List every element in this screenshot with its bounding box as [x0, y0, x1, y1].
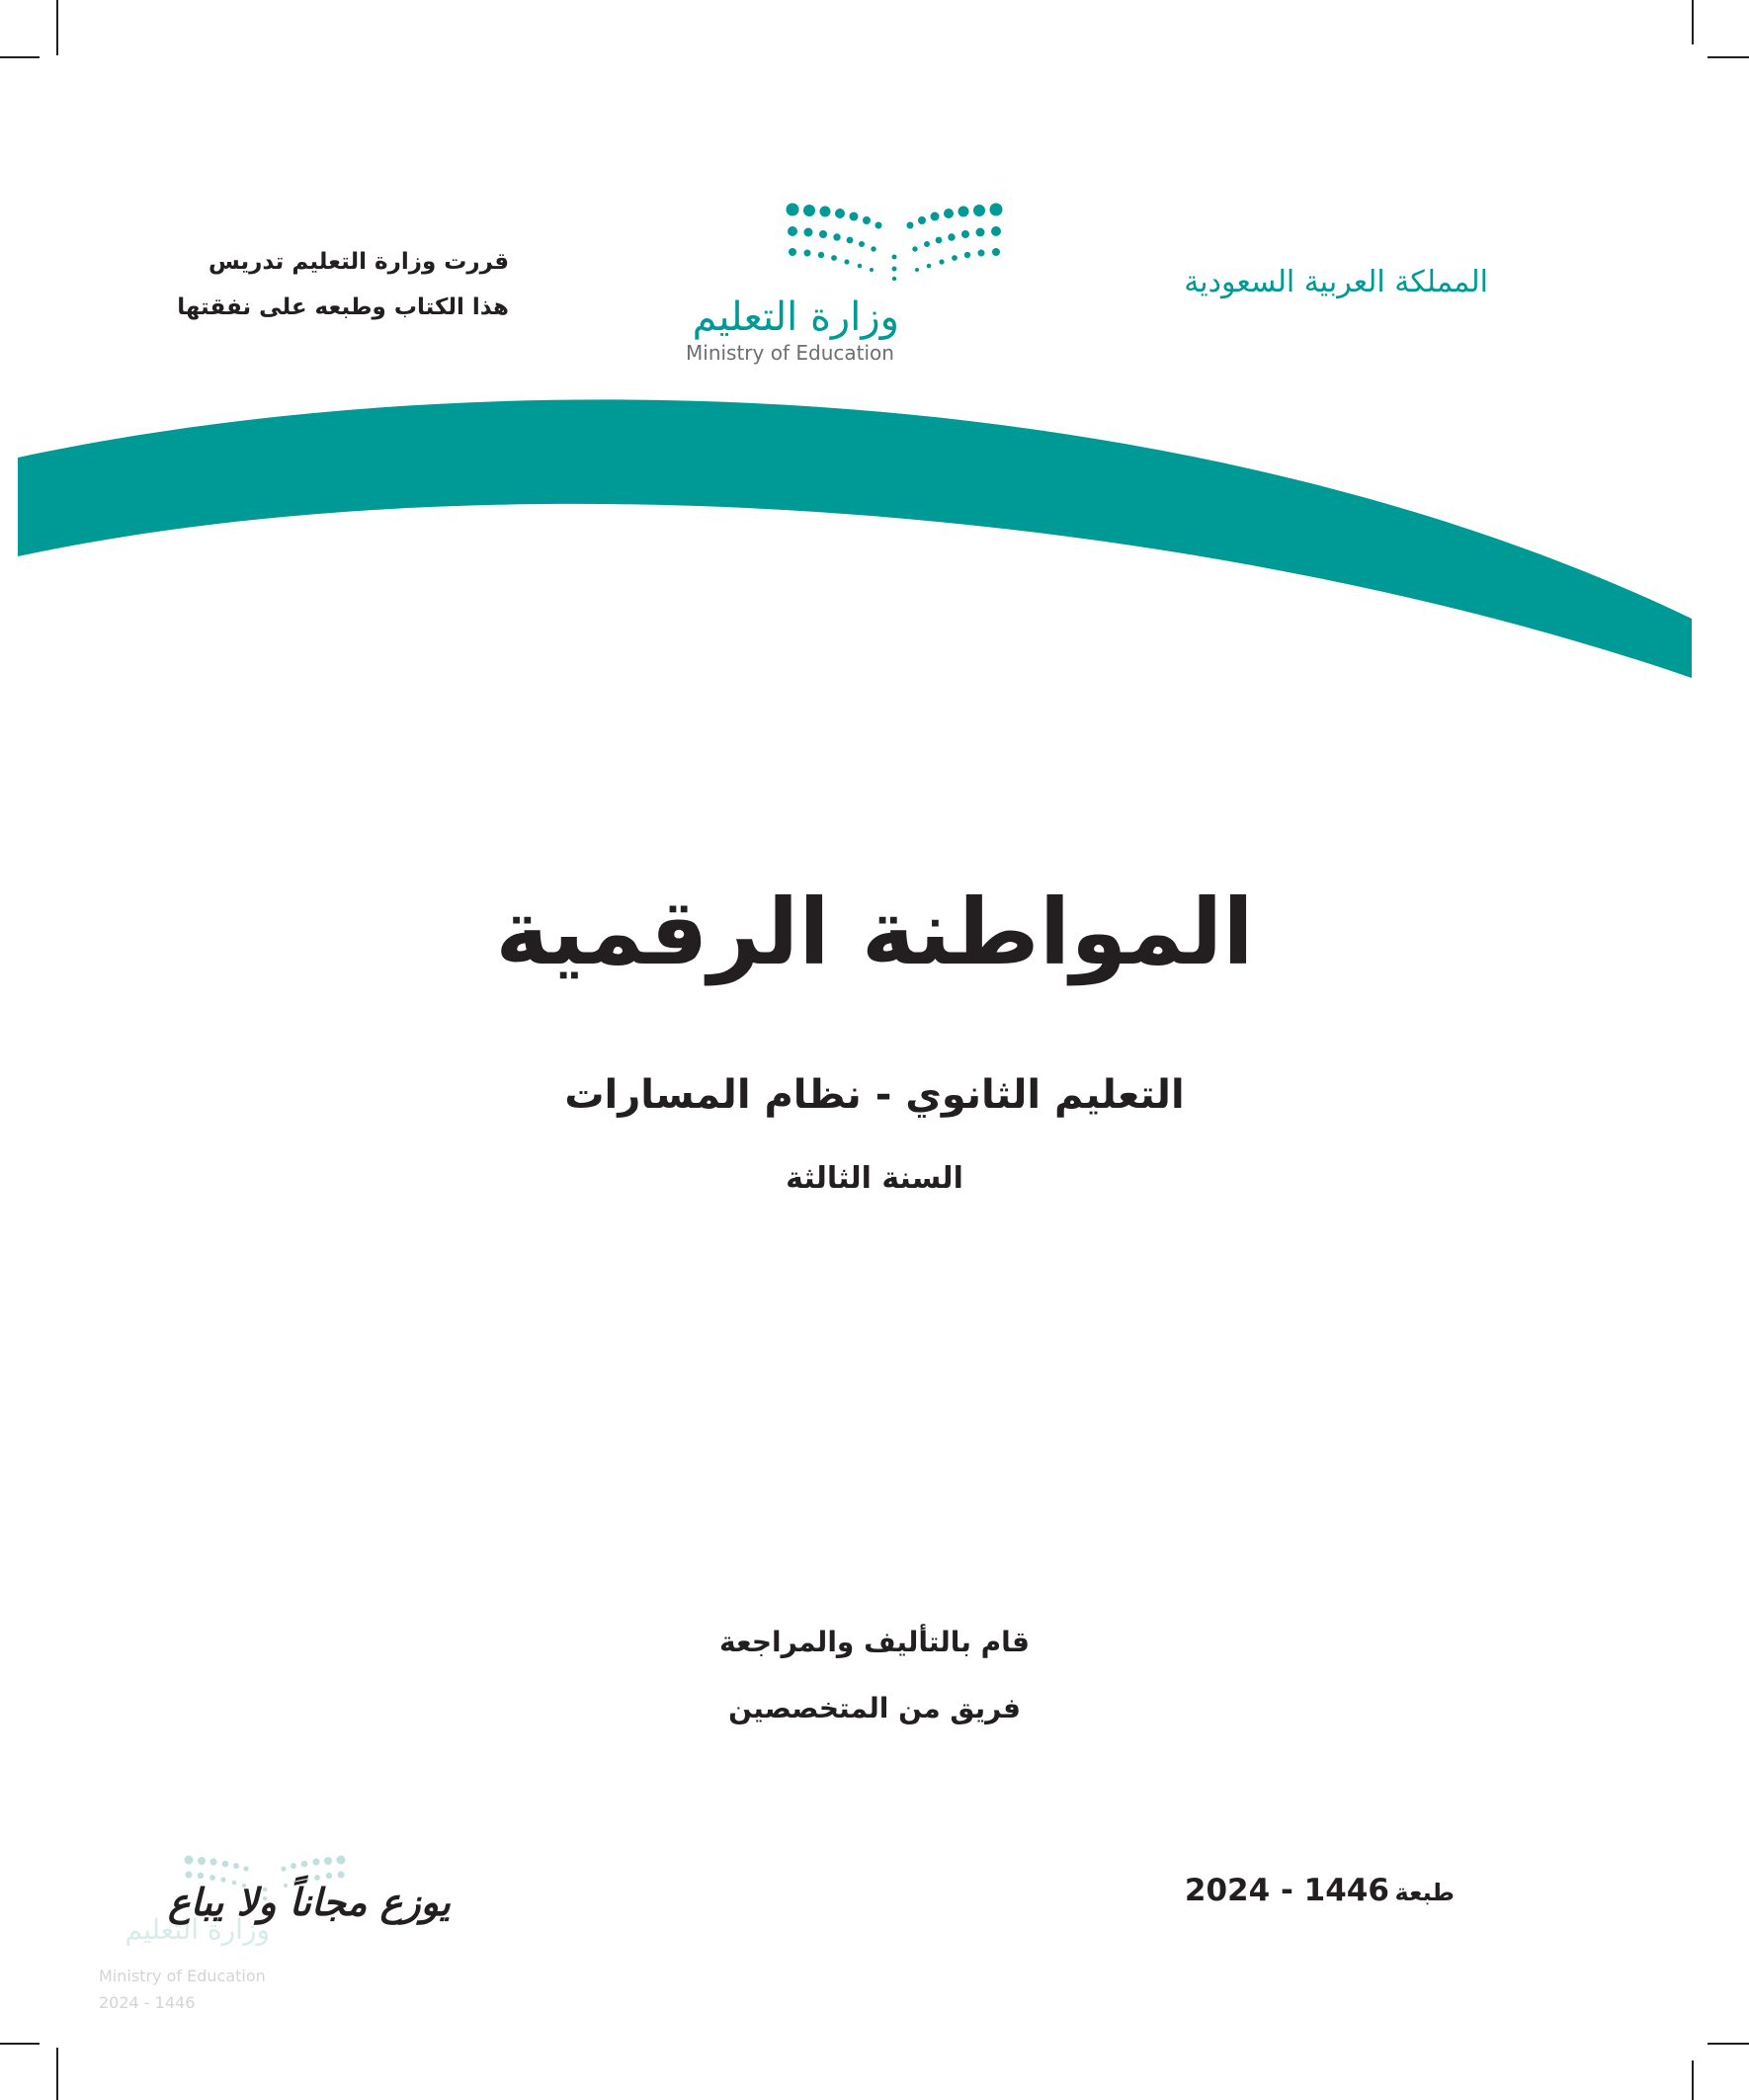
book-subtitle: التعليم الثانوي - نظام المسارات: [564, 1072, 1185, 1118]
edition-label: طبعة: [1394, 1879, 1455, 1906]
crop-mark-bottom-right-horizontal: [1707, 2043, 1749, 2045]
stamp-year: 2024 - 1446: [99, 1993, 196, 2012]
crop-mark-top-left-vertical: [56, 0, 58, 55]
book-title: المواطنة الرقمية: [495, 880, 1254, 985]
kingdom-name: المملكة العربية السعودية: [1184, 265, 1488, 299]
crop-mark-top-right-horizontal: [1707, 56, 1749, 58]
approval-line-1: قررت وزارة التعليم تدريس: [208, 249, 509, 275]
ministry-logo-arabic: وزارة التعليم: [692, 294, 899, 340]
crop-mark-top-right-vertical: [1692, 0, 1694, 44]
crop-mark-bottom-left-vertical: [56, 2048, 58, 2100]
ministry-logo-english: Ministry of Education: [686, 341, 894, 365]
teal-swoosh-banner: [0, 385, 1749, 692]
crop-mark-bottom-left-horizontal: [0, 2043, 40, 2045]
school-year: السنة الثالثة: [786, 1161, 963, 1196]
approval-line-2: هذا الكتاب وطبعه على نفقتها: [177, 294, 509, 320]
stamp-ministry-arabic: وزارة التعليم: [125, 1913, 270, 1946]
crop-mark-top-left-horizontal: [0, 56, 40, 58]
ministry-logo-dots-icon: [781, 198, 1008, 282]
credits-line-2: فريق من المتخصصين: [728, 1692, 1021, 1724]
free-distribution-stamp: يوزع مجاناً ولا يباع: [168, 1880, 451, 1924]
credits-line-1: قام بالتأليف والمراجعة: [719, 1626, 1030, 1658]
edition-value: 1446 - 2024: [1184, 1873, 1389, 1908]
crop-mark-bottom-right-vertical: [1692, 2060, 1694, 2100]
edition-info: [1185, 1873, 1455, 1908]
stamp-ministry-english: Ministry of Education: [99, 1967, 266, 1985]
